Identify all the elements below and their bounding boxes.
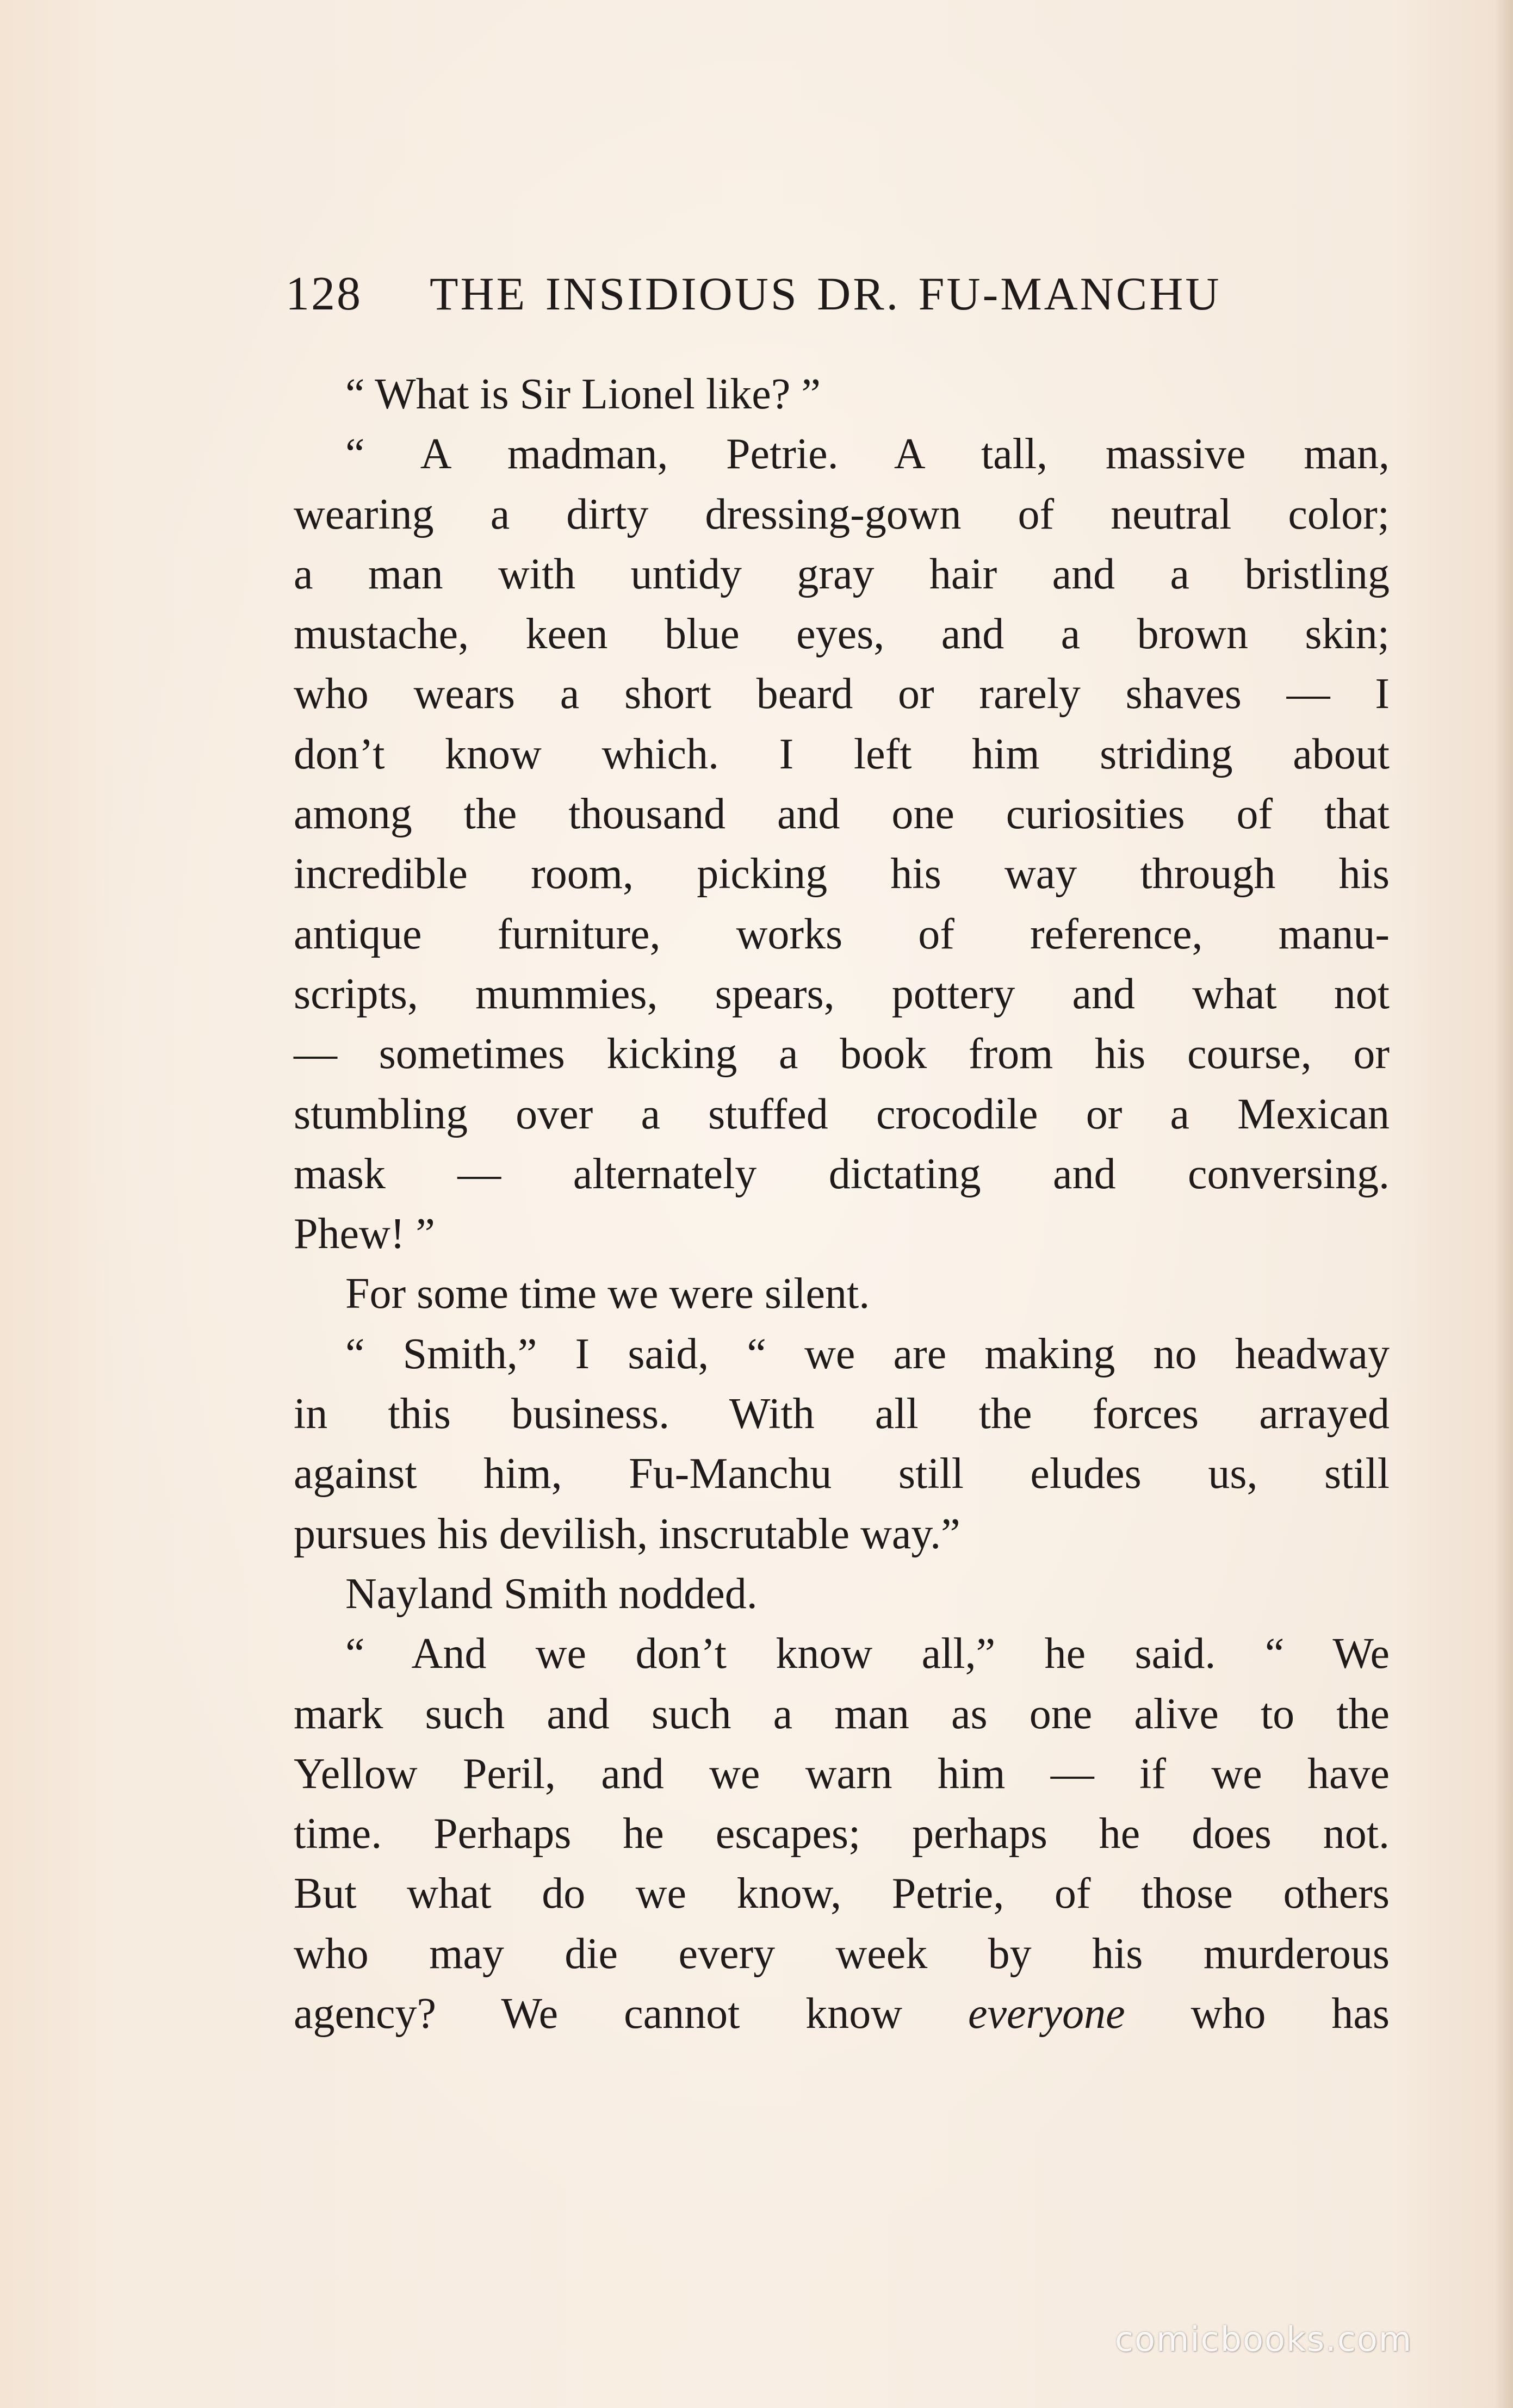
text-line: pursues his devilish, inscrutable way.” bbox=[294, 1510, 960, 1558]
text-line: who may die every week by his murderous bbox=[294, 1929, 1390, 1978]
watermark: comicbooks.com bbox=[1115, 2319, 1413, 2359]
text-line: For some time we were silent. bbox=[345, 1270, 870, 1318]
text-line: Nayland Smith nodded. bbox=[345, 1569, 758, 1618]
final-line-start: agency? We cannot know bbox=[294, 1990, 969, 2038]
text-line: “ And we don’t know all,” he said. “ We bbox=[345, 1630, 1390, 1678]
emphasized-word: everyone bbox=[968, 1990, 1125, 2038]
page-number: 128 bbox=[286, 268, 362, 320]
text-line: wearing a dirty dressing-gown of neutral color; bbox=[294, 490, 1390, 538]
text-line: stumbling over a stuffed crocodile or a Mexican bbox=[294, 1090, 1390, 1138]
page-edge-shadow bbox=[1495, 0, 1513, 2408]
text-line: “ What is Sir Lionel like? ” bbox=[345, 370, 821, 418]
text-line: But what do we know, Petrie, of those others bbox=[294, 1870, 1390, 1918]
text-line: antique furniture, works of reference, manu- bbox=[294, 910, 1390, 958]
text-line: Yellow Peril, and we warn him — if we have bbox=[294, 1749, 1390, 1798]
page-header bbox=[286, 266, 1319, 332]
running-title: THE INSIDIOUS DR. FU-MANCHU bbox=[430, 268, 1221, 320]
text-line: against him, Fu-Manchu still eludes us, still bbox=[294, 1450, 1390, 1498]
text-line: mask — alternately dictating and conversing. bbox=[294, 1150, 1390, 1198]
final-line-end: who has bbox=[1125, 1990, 1390, 2038]
text-line: among the thousand and one curiosities of that bbox=[294, 790, 1390, 839]
text-line: mark such and such a man as one alive to the bbox=[294, 1690, 1390, 1738]
text-line: scripts, mummies, spears, pottery and what not bbox=[294, 970, 1390, 1018]
text-line: time. Perhaps he escapes; perhaps he does not. bbox=[294, 1810, 1390, 1858]
text-line: who wears a short beard or rarely shaves — I bbox=[294, 670, 1390, 718]
text-line: Phew! ” bbox=[294, 1210, 435, 1258]
body-text bbox=[294, 364, 1390, 2044]
text-line-final bbox=[294, 1984, 1390, 2044]
text-line: don’t know which. I left him striding about bbox=[294, 730, 1390, 778]
text-line: “ A madman, Petrie. A tall, massive man, bbox=[345, 430, 1390, 479]
text-line: mustache, keen blue eyes, and a brown skin; bbox=[294, 610, 1390, 659]
text-line: in this business. With all the forces arrayed bbox=[294, 1390, 1390, 1438]
text-line: a man with untidy gray hair and a bristling bbox=[294, 550, 1390, 598]
text-line: “ Smith,” I said, “ we are making no headway bbox=[345, 1330, 1390, 1378]
text-line: — sometimes kicking a book from his course, or bbox=[294, 1030, 1390, 1078]
text-line: incredible room, picking his way through his bbox=[294, 850, 1390, 898]
